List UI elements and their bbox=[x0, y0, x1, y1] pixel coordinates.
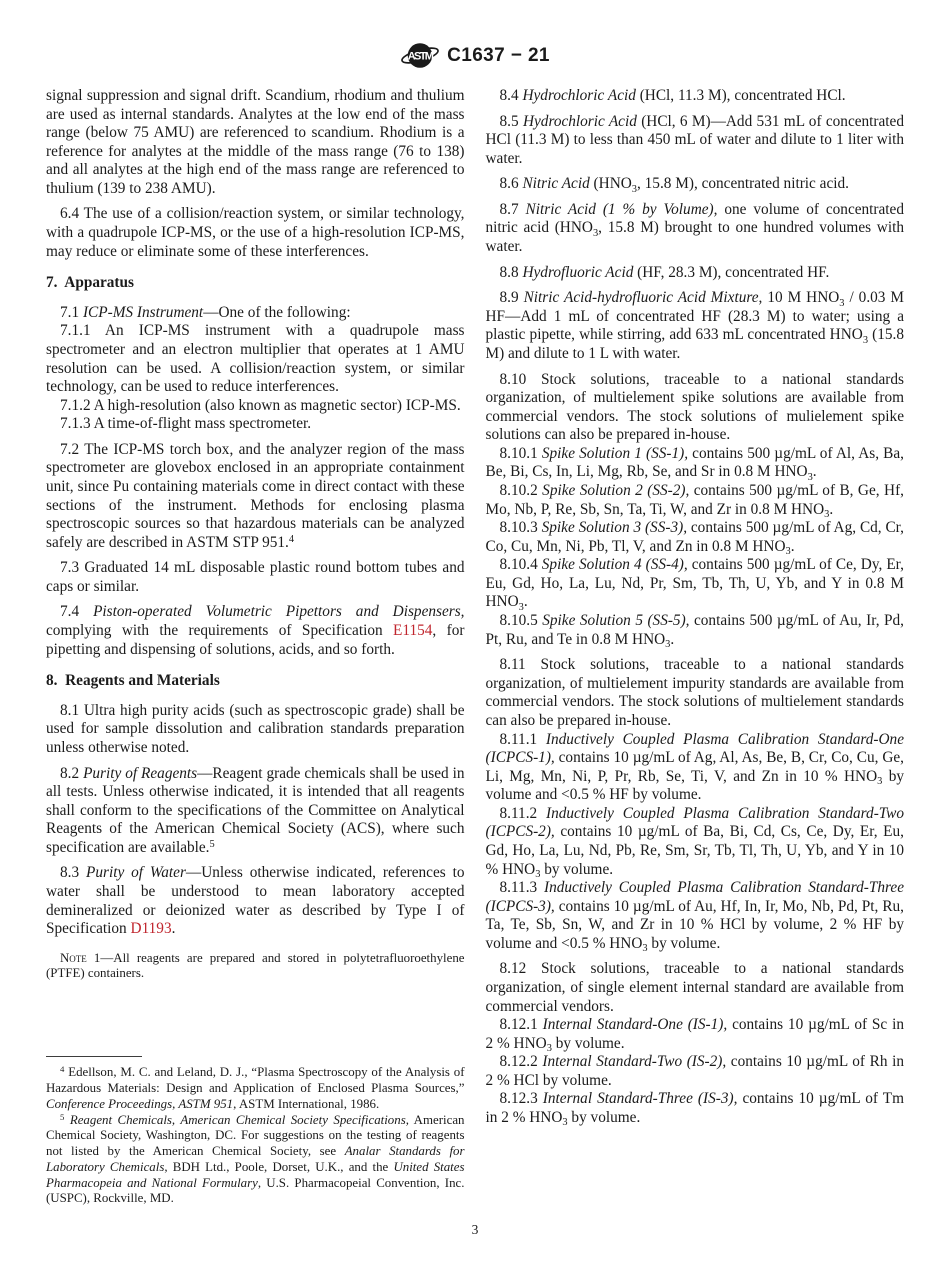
spec-link[interactable]: D1193 bbox=[130, 920, 172, 938]
page-header bbox=[0, 0, 950, 73]
para-8-5: 8.5 Hydrochloric Acid (HCl, 6 M)—Add 531 mL of concentrated HCl (11.3 M) to less than 450 mL of water and dilute to 1 liter with water. bbox=[485, 112, 904, 167]
para-8-11-1: 8.11.1 Inductively Coupled Plasma Calibration Standard-One (ICPCS-1), contains 10 µg/mL of Ag, Al, As, Be, B, Cr, Co, Cu, Ge, Li, Mg, Mn, Ni, P, Pr, Rb, Se, Ti, V, and Zn in 10 % $HNO_3$ by volume and <0.5 % HF by volume. bbox=[485, 730, 904, 804]
footnotes bbox=[46, 1056, 465, 1207]
para-8-2: 8.2 Purity of Reagents—Reagent grade chemicals shall be used in all tests. Unless otherwise indicated, it is intended that all reagents shall conform to the specifications of the Committee on Analytical Reagents of the American Chemical Society (ACS), where such specification are available.$^5$ bbox=[46, 764, 465, 856]
right-column bbox=[486, 87, 905, 1207]
para-continuation: signal suppression and signal drift. Scandium, rhodium and thulium are used as internal standards. Analytes at the low end of the mass range (below 75 AMU) are referenced to scandium. Rhodium is a reference for analytes at the middle of the mass range (76 to 138) and all analytes at the high end of the mass range are referenced to thulium (139 to 238 AMU). bbox=[46, 87, 465, 197]
para-8-10-4: 8.10.4 Spike Solution 4 (SS-4), contains 500 µg/mL of Ce, Dy, Er, Eu, Gd, Ho, La, Lu, Nd, Pr, Sm, Tb, Th, U, Yb, and Y in 0.8 M $HNO_3$. bbox=[485, 556, 904, 613]
astm-logo-text: ASTM bbox=[407, 50, 433, 63]
para-8-12-1: 8.12.1 Internal Standard-One (IS-1), contains 10 µg/mL of Sc in 2 % $HNO_3$ by volume. bbox=[485, 1016, 904, 1055]
para-7-1-2: 7.1.2 A high-resolution (also known as magnetic sector) ICP-MS. bbox=[60, 396, 461, 414]
para-8-11-2: 8.11.2 Inductively Coupled Plasma Calibration Standard-Two (ICPCS-2), contains 10 µg/mL of Ba, Bi, Cd, Cs, Ce, Dy, Er, Eu, Gd, Ho, La, Lu, Nd, Pb, Re, Sm, Sr, Tb, Tl, Th, U, Yb, and Y in 10 % $HNO_3$ by volume. bbox=[485, 804, 905, 880]
para-8-10-1: 8.10.1 Spike Solution 1 (SS-1), contains 500 µg/mL of Al, As, Ba, Be, Bi, Cs, In, Li, Mg, Rb, Se, and Sr in 0.8 M $HNO_3$. bbox=[485, 444, 904, 483]
document-code: C1637 − 21 bbox=[447, 44, 550, 66]
para-8-1: 8.1 Ultra high purity acids (such as spectroscopic grade) shall be used for sample dissolution and calibration standards preparation unless otherwise noted. bbox=[46, 701, 465, 756]
para-8-11: 8.11 Stock solutions, traceable to a national standards organization, of multielement impurity standards are available from commercial vendors. The stock solutions of multielement standards can also be prepared in-house. bbox=[485, 656, 904, 729]
para-8-3: 8.3 Purity of Water—Unless otherwise indicated, references to water shall be understood to mean laboratory accepted demineralized or deionized water as described by Type I of Specification D1193. bbox=[46, 864, 465, 938]
para-8-10-2: 8.10.2 Spike Solution 2 (SS-2), contains 500 µg/mL of B, Ge, Hf, Mo, Nb, P, Re, Sb, Sn, Ta, Ti, W, and Zr in 0.8 M $HNO_3$. bbox=[485, 481, 904, 520]
para-8-11-3: 8.11.3 Inductively Coupled Plasma Calibration Standard-Three (ICPCS-3), contains 10 µg/mL of Au, Hf, In, Ir, Mo, Nb, Pd, Pt, Ru, Ta, Te, Sb, Sn, W, and Zr in 10 % HCl by volume, 2 % HF by volume and <0.5 % $HNO_3$ by volume. bbox=[485, 879, 905, 955]
footnote-4: $^4$ Edellson, M. C. and Leland, D. J., “Plasma Spectroscopy of the Analysis of Hazardous Materials: Design and Application of Enclosed Plasma Sources,” Conference Proceedings, ASTM 951, ASTM International, 1986. bbox=[46, 1064, 465, 1111]
para-7-3: 7.3 Graduated 14 mL disposable plastic round bottom tubes and caps or similar. bbox=[46, 559, 465, 595]
para-7-1: 7.1 ICP-MS Instrument—One of the following: bbox=[60, 303, 351, 321]
para-8-9: 8.9 Nitric Acid-hydrofluoric Acid Mixture, 10 M $HNO_3 / 0.03$ M HF—Add 1 mL of concentrated HF (28.3 M) to water; using a plastic pipette, while stirring, add 633 mL concentrated $HNO_3$ (15.8 M) and dilute to 1 L with water. bbox=[485, 289, 905, 362]
para-8-10-3: 8.10.3 Spike Solution 3 (SS-3), contains 500 µg/mL of Ag, Cd, Cr, Co, Cu, Mn, Ni, Pb, Tl, V, and Zn in 0.8 M $HNO_3$. bbox=[485, 519, 904, 558]
footnote-divider bbox=[46, 1056, 142, 1057]
footnote-5: $^5$ Reagent Chemicals, American Chemical Society Specifications, American Chemical Society, Washington, DC. For suggestions on the testing of reagents not listed by the American Chemical Society, see Analar Standards for Laboratory Chemicals, BDH Ltd., Poole, Dorset, U.K., and the United States Pharmacopeia and National Formulary, U.S. Pharmacopeial Convention, Inc. (USPC), Rockville, MD. bbox=[46, 1111, 465, 1206]
two-column-body bbox=[0, 87, 950, 1207]
astm-logo-icon bbox=[400, 38, 440, 73]
note-1: Note 1—All reagents are prepared and stored in polytetrafluoroethylene (PTFE) containers. bbox=[46, 950, 465, 981]
para-8-12: 8.12 Stock solutions, traceable to a national standards organization, of single element internal standard are available from commercial vendors. bbox=[485, 960, 904, 1015]
para-8-12-3: 8.12.3 Internal Standard-Three (IS-3), contains 10 µg/mL of Tm in 2 % $HNO_3$ by volume. bbox=[485, 1090, 904, 1129]
para-8-8: 8.8 Hydrofluoric Acid (HF, 28.3 M), concentrated HF. bbox=[499, 263, 830, 281]
para-6-4: 6.4 The use of a collision/reaction system, or similar technology, with a quadrupole ICP-MS, or the use of a high-resolution ICP-MS, may reduce or eliminate some of these interferences. bbox=[46, 205, 465, 260]
para-8-4: 8.4 Hydrochloric Acid (HCl, 11.3 M), concentrated HCl. bbox=[499, 87, 846, 104]
para-8-10-5: 8.10.5 Spike Solution 5 (SS-5), contains 500 µg/mL of Au, Ir, Pd, Pt, Ru, and Te in 0.8 M $HNO_3$. bbox=[485, 612, 904, 650]
para-7-1-1: 7.1.1 An ICP-MS instrument with a quadrupole mass spectrometer and an electron multiplier that operates at 1 AMU resolution can be used. A collision/reaction system, or similar technology, can be used to reduce interferences. bbox=[46, 322, 465, 396]
page-number: 3 bbox=[471, 1222, 479, 1237]
para-8-10: 8.10 Stock solutions, traceable to a national standards organization, of multielement spike solutions are available from commercial vendors. The stock solutions of mulielement spike solutions can also be prepared in-house. bbox=[485, 370, 904, 444]
section-heading-8-reagents: 8. Reagents and Materials bbox=[46, 672, 220, 690]
para-8-7: 8.7 Nitric Acid (1 % by Volume), one volume of concentrated nitric acid ($HNO_3$, 15.8 M) brought to one hundred volumes with water. bbox=[485, 200, 904, 256]
para-7-1-3: 7.1.3 A time-of-flight mass spectrometer. bbox=[60, 415, 312, 433]
left-column bbox=[46, 87, 465, 1207]
para-7-2: 7.2 The ICP-MS torch box, and the analyzer region of the mass spectrometer are glovebox enclosed in an appropriate containment unit, since Pu containing materials come in direct contact with these sections of the instrument. Methods for enclosing plasma spectroscopic sources so that hazardous materials can be analyzed safely are described in ASTM STP 951.$^4$ bbox=[46, 440, 465, 551]
para-7-4: 7.4 Piston-operated Volumetric Pipettors and Dispensers, complying with the requirements of Specification E1154, for pipetting and dispensing of solutions, acids, and so forth. bbox=[46, 603, 465, 658]
para-8-6: 8.6 Nitric Acid ($HNO_3$, 15.8 M), concentrated nitric acid. bbox=[499, 175, 849, 195]
spec-link[interactable]: E1154 bbox=[393, 622, 433, 640]
section-heading-7-apparatus: 7. Apparatus bbox=[46, 274, 134, 292]
para-8-12-2: 8.12.2 Internal Standard-Two (IS-2), contains 10 µg/mL of Rh in 2 % HCl by volume. bbox=[485, 1053, 904, 1089]
